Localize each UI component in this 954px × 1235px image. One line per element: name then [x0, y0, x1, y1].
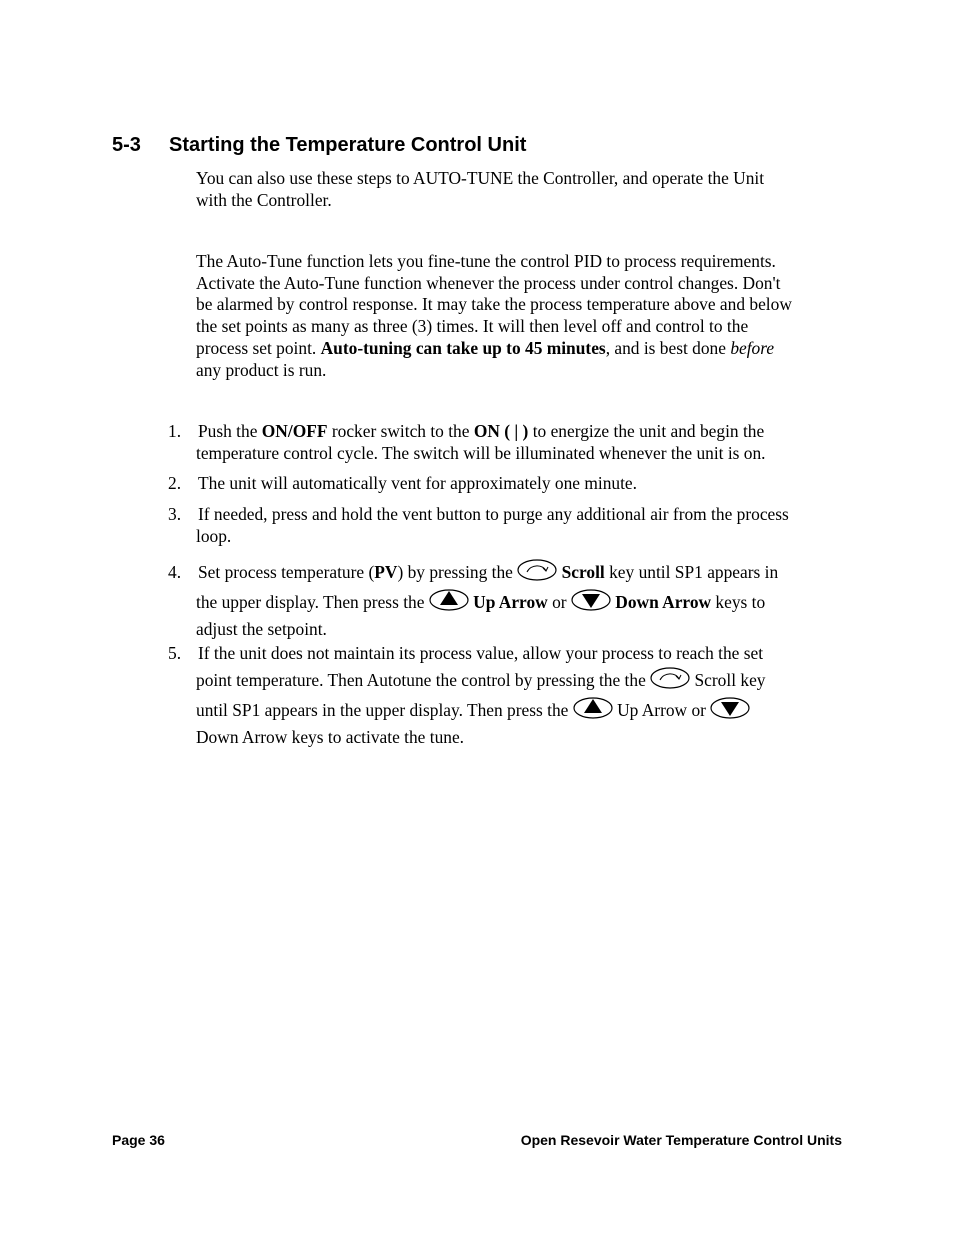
scroll-key-icon: [517, 559, 557, 589]
up-arrow-key-icon: [573, 697, 613, 727]
down-arrow-key-icon: [571, 589, 611, 619]
up-arrow-key-icon: [429, 589, 469, 619]
intro-paragraph: You can also use these steps to AUTO-TUNE the Controller, and operate the Unit with the Controller.: [196, 168, 765, 210]
section-number: 5-3: [112, 134, 141, 156]
list-item: 3. If needed, press and hold the vent button to purge any additional air from the process loop.: [168, 504, 789, 546]
list-item: 4. Set process temperature (PV) by pressing the Scroll key until SP1 appears in the upper display. Then press the Up Arrow or Down Arrow keys to adjust the setpoint.: [168, 559, 846, 641]
scroll-key-icon: [650, 667, 690, 697]
footer-document-title: Open Resevoir Water Temperature Control Units: [520, 1132, 842, 1148]
down-arrow-key-icon: [710, 697, 750, 727]
list-item: 2. The unit will automatically vent for approximately one minute.: [168, 473, 637, 493]
autotune-paragraph: The Auto-Tune function lets you fine-tune the control PID to process requirements. Activate the Auto-Tune function whenever the process under control changes. Don't be alarmed by control response. It may take the process temperature above and below the set points as many as three (3) times. It will then level off and control to the process set point. Auto-tuning can take up to 45 minutes, and is best done before any product is run.: [196, 251, 792, 380]
list-item: 1. Push the ON/OFF rocker switch to the ON ( | ) to energize the unit and begin the temperature control cycle. The switch will be illuminated whenever the unit is on.: [168, 421, 766, 463]
footer-page-number: Page 36: [112, 1132, 165, 1148]
section-title: Starting the Temperature Control Unit: [169, 134, 527, 156]
section-heading: [112, 134, 526, 157]
list-item: 5. If the unit does not maintain its process value, allow your process to reach the set point temperature. Then Autotune the control by pressing the the Scroll key until SP1 appears in the upper display. Then press the Up Arrow or Down Arrow keys to activate the tune.: [168, 643, 766, 747]
